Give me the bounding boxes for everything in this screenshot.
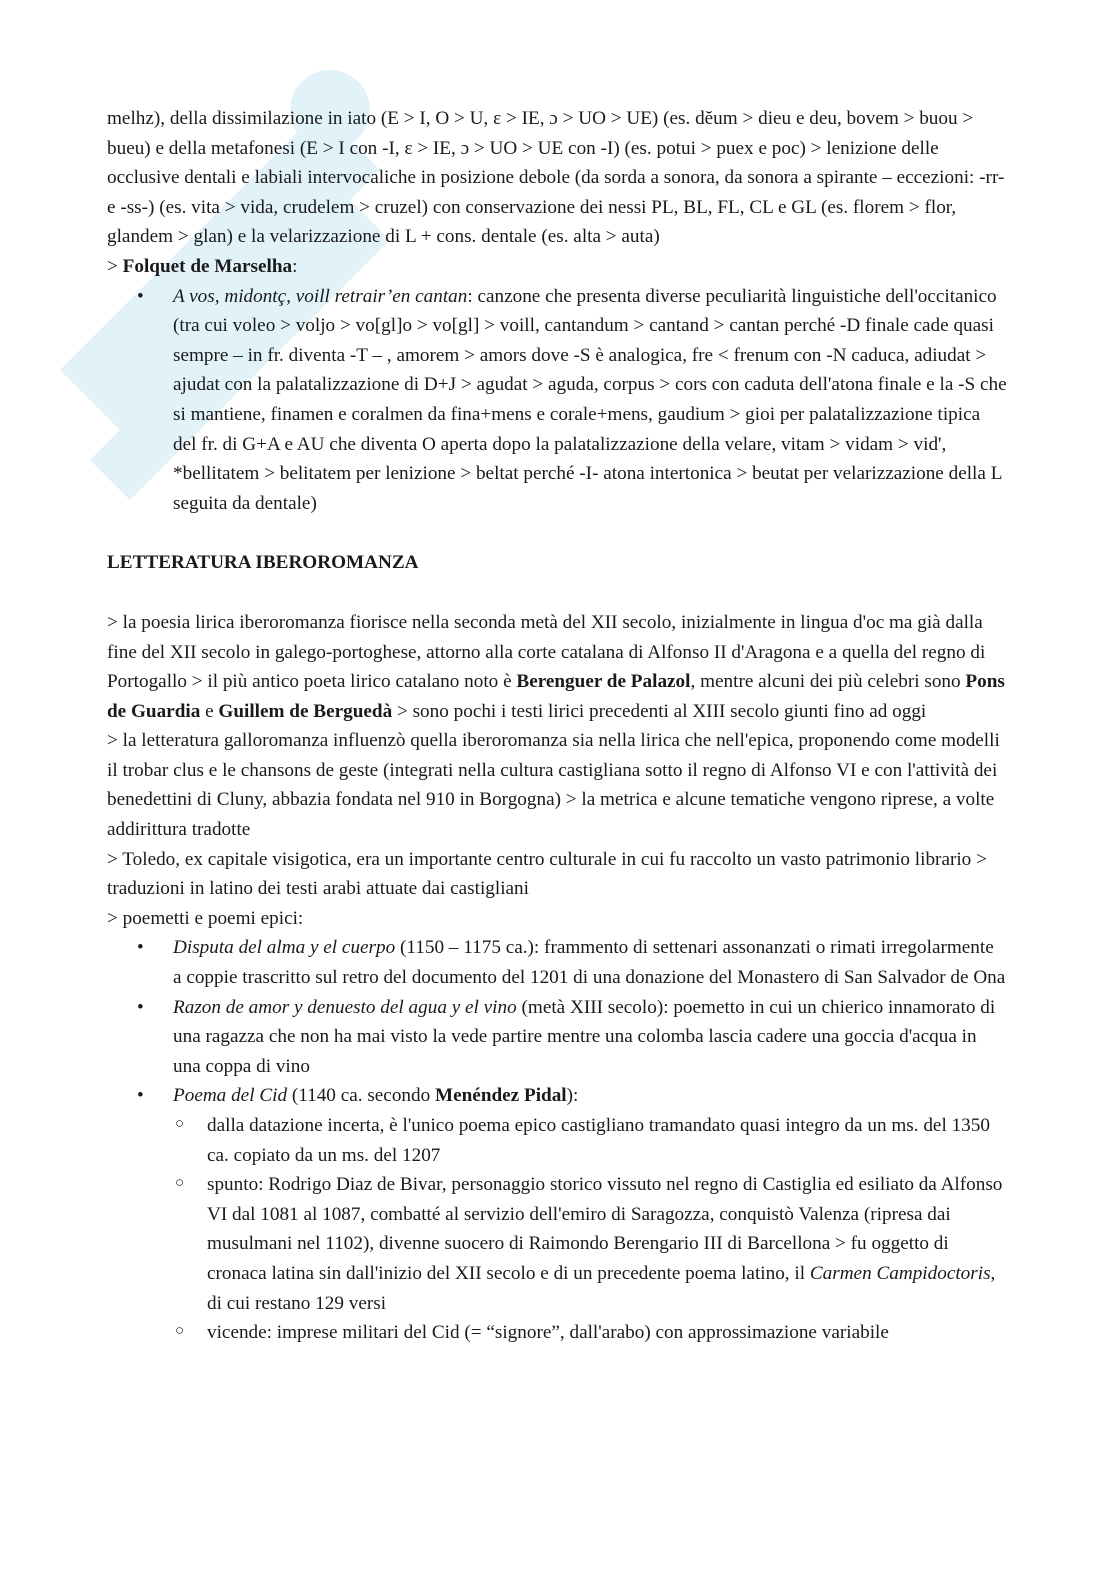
sub-list-item: ○ spunto: Rodrigo Diaz de Bivar, personaggio storico vissuto nel regno di Castiglia ed esiliato da Alfonso VI dal 1081 al 1087, combatté al servizio dell'emiro di Saragozza, conquistò Valenza (ripresa dai musulmani nel 1102), divenne suocero di Raimondo Berengario III di Barcellona > fu oggetto di cronaca latina sin dall'inizio del XII secolo e di un precedente poema latino, il Carmen Campidoctoris, di cui restano 129 versi [107,1170,1007,1318]
sub-list [173,1111,1007,1348]
author-name: Folquet de Marselha [122,255,293,277]
circle-bullet-icon: ○ [175,1116,185,1132]
sub-list-item: ○ vicende: imprese militari del Cid (= “signore”, dall'arabo) con approssimazione variabile [107,1318,1007,1348]
work-title: A vos, midontç, voill retrair’en cantan [173,285,468,307]
circle-bullet-icon: ○ [175,1323,185,1340]
work-title: Disputa del alma y el cuerpo [173,937,396,959]
paragraph-lirica: > la poesia lirica iberoromanza fiorisce nella seconda metà del XII secolo, inizialmente in lingua d'oc ma già dalla fine del XII secolo in galego-portoghese, attorno alla corte catalana di Alfonso II d'Aragona e a quella del regno di Portogallo > il più antico poeta lirico catalano noto è Berenguer de Palazol, mentre alcuni dei più celebri sono Pons de Guardia e Guillem de Berguedà > sono pochi i testi lirici precedenti al XIII secolo giunti fino ad oggi [107,611,1005,722]
paragraph-toledo: > Toledo, ex capitale visigotica, era un importante centro culturale in cui fu raccolto un vasto patrimonio librario > traduzioni in latino dei testi arabi attuate dai castigliani [107,848,987,900]
sub-list-item: ○ dalla datazione incerta, è l'unico poema epico castigliano tramandato quasi integro da un ms. del 1350 ca. copiato da un ms. del 1207 [107,1111,1007,1170]
bullet-icon: • [137,996,144,1018]
list-item: • A vos, midontç, voill retrair’en cantan: canzone che presenta diverse peculiarità linguistiche dell'occitanico (tra cui voleo > voljo > vo[gl]o > vo[gl] > voill, cantandum > cantand > cantan perché -D finale cade quasi sempre – in fr. diventa -T – , amorem > amors dove -S è analogica, fre < frenum con -N caduca, adiudat > ajudat con la palatalizzazione di D+J > agudat > aguda, corpus > cors con caduta dell'atona finale e la -S che si mantiene, finamen e coralmen da fina+mens e corale+mens, gaudium > gioi per palatalizzazione tipica del fr. di G+A e AU che diventa O aperta dopo la palatalizzazione della velare, vitam > vidam > vid', *bellitatem > belitatem per lenizione > beltat perché -I- atona intertonica > beutat per velarizzazione della L seguita da dentale) [107,282,1007,519]
document-page [107,104,1007,1348]
work-title: Poema del Cid [173,1085,288,1107]
folquet-list [107,282,1007,519]
list-item: • Disputa del alma y el cuerpo (1150 – 1175 ca.): frammento di settenari assonanzati o rimati irregolarmente a coppie trascritto sul retro del documento del 1201 di una donazione del Monastero di San Salvador de Ona [107,933,1007,992]
section-heading: LETTERATURA IBEROROMANZA [107,552,419,574]
bullet-icon: • [137,937,144,959]
epic-list [107,933,1007,1347]
list-item: • Razon de amor y denuesto del agua y el vino (metà XIII secolo): poemetto in cui un chierico innamorato di una ragazza che non ha mai visto la vede partire mentre una colomba lascia cadere una goccia d'acqua in una coppa di vino [107,993,1007,1082]
bullet-icon: • [137,285,144,307]
list-item: • Poema del Cid (1140 ca. secondo Menéndez Pidal): ○ dalla datazione incerta, è l'unico poema epico castigliano tramandato quasi integro da un ms. del 1350 ca. copiato da un ms. del 1207 ○ spunto: Rodrigo Diaz de Bivar, personaggio storico vissuto nel regno di Castiglia ed esiliato da Alfonso VI dal 1081 al 1087, combatté al servizio dell'emiro di Saragozza, conquistò Valenza (ripresa dai musulmani nel 1102), divenne suocero di Raimondo Berengario III di Barcellona > fu oggetto di cronaca latina sin dall'inizio del XII secolo e di un precedente poema latino, il Carmen Campidoctoris, di cui restano 129 versi ○ vicende: imprese militari del Cid (= “signore”, dall'arabo) con approssimazione variabile [107,1081,1007,1347]
paragraph-influenza: > la letteratura galloromanza influenzò quella iberoromanza sia nella lirica che nell'epica, proponendo come modelli il trobar clus e le chansons de geste (integrati nella cultura castigliana sotto il regno di Alfonso VI e con l'attività dei benedettini di Cluny, abbazia fondata nel 910 in Borgogna) > la metrica e alcune tematiche vengono riprese, a volte addirittura tradotte [107,730,1000,841]
folquet-heading: > Folquet de Marselha: [107,255,298,277]
paragraph-poemetti: > poemetti e poemi epici: [107,907,304,929]
bullet-icon: • [137,1085,144,1107]
work-title: Razon de amor y denuesto del agua y el vino [173,996,517,1018]
circle-bullet-icon: ○ [175,1175,185,1192]
paragraph-continuation: melhz), della dissimilazione in iato (E > I, O > U, ε > IE, ɔ > UO > UE) (es. dĕum > dieu e deu, bovem > buou > bueu) e della metafonesi (E > I con -I, ε > IE, ɔ > UO > UE con -I) (es. potui > puex e poc) > lenizione delle occlusive dentali e labiali intervocaliche in posizione debole (da sorda a sonora, da sonora a spirante – eccezioni: -rr- e -ss-) (es. vita > vida, crudelem > cruzel) con conservazione dei nessi PL, BL, FL, CL e GL (es. florem > flor, glandem > glan) e la velarizzazione di L + cons. dentale (es. alta > auta) [107,108,1005,248]
